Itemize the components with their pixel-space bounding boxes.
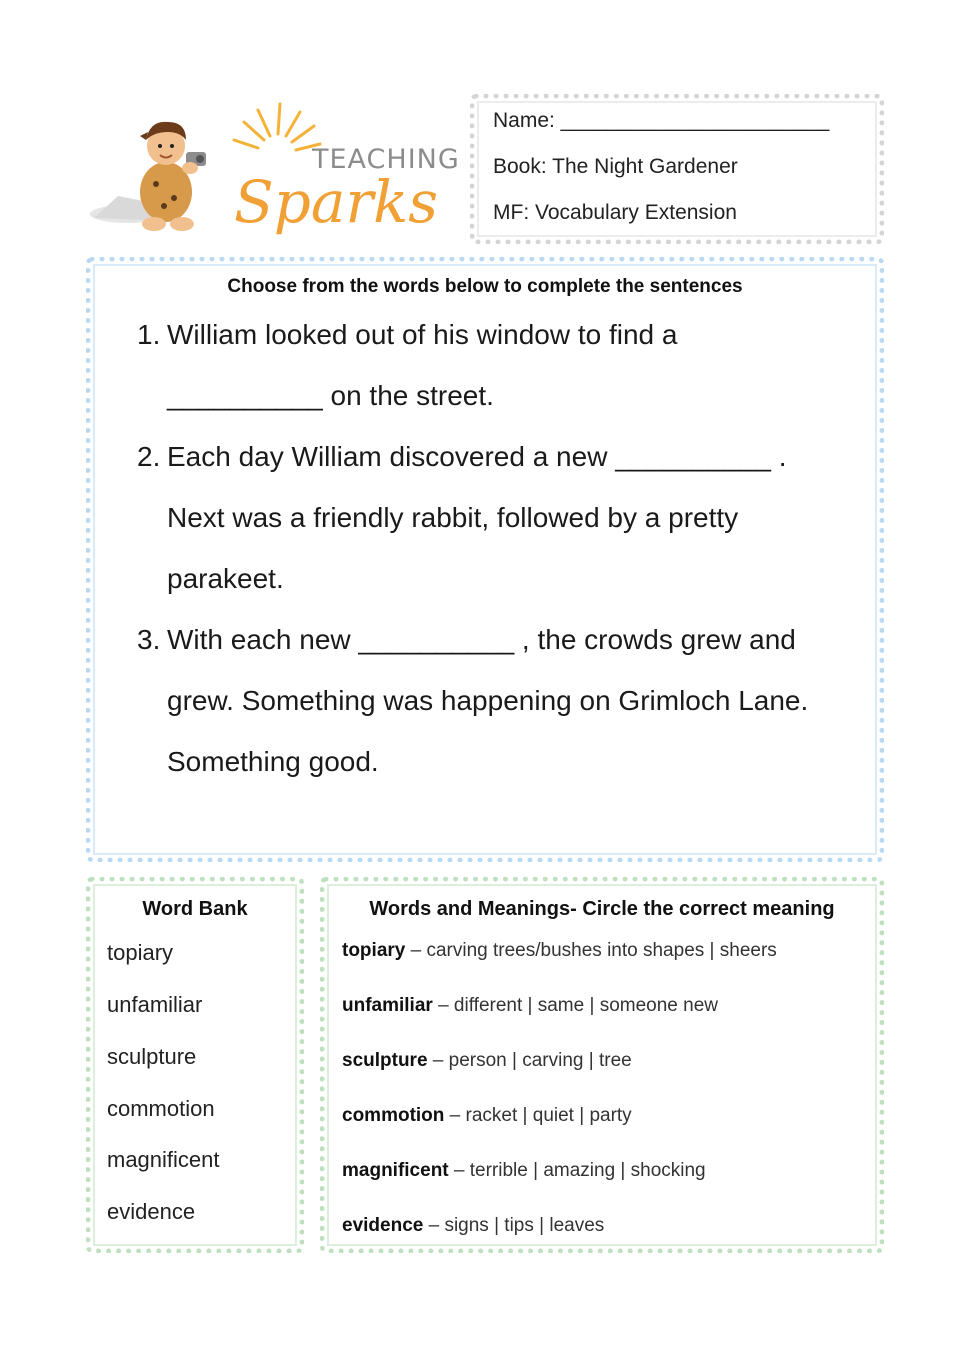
teaching-sparks-logo — [88, 96, 458, 246]
meaning-options[interactable]: – carving trees/bushes into shapes | sheers — [405, 940, 777, 961]
sentence-1-number: 1. — [137, 319, 161, 350]
word-bank-item: commotion — [107, 1096, 215, 1121]
sentence-2-line-2: Next was a friendly rabbit, followed by a pretty — [167, 502, 739, 533]
meaning-options[interactable]: – signs | tips | leaves — [423, 1215, 605, 1236]
meaning-word: unfamiliar — [342, 995, 433, 1016]
word-bank-item: evidence — [107, 1199, 196, 1224]
meaning-options[interactable]: – different | same | someone new — [432, 995, 718, 1016]
meaning-word: topiary — [342, 940, 406, 961]
name-field[interactable]: Name: _______________________ — [493, 109, 830, 132]
sentence-1-line-1: William looked out of his window to find a — [167, 319, 678, 350]
sentence-3-line-1: With each new __________ , the crowds grew and — [167, 624, 796, 655]
meaning-row[interactable] — [342, 1050, 632, 1072]
sentence-1-line-2: __________ on the street. — [167, 380, 494, 411]
logo-graphic — [88, 96, 458, 246]
meaning-word: evidence — [342, 1215, 424, 1236]
word-bank-item: sculpture — [107, 1044, 197, 1069]
meaning-row[interactable] — [342, 1160, 706, 1182]
sentence-3-number: 3. — [137, 624, 161, 655]
sentences-box — [86, 257, 884, 862]
sentence-3-line-2: grew. Something was happening on Grimloch Lane. — [167, 685, 809, 716]
mf-label: MF: Vocabulary Extension — [493, 201, 737, 224]
meanings-title: Words and Meanings- Circle the correct meaning — [369, 898, 835, 920]
word-bank-item: topiary — [107, 940, 174, 965]
student-info-box — [470, 94, 884, 244]
book-label: Book: The Night Gardener — [493, 155, 738, 178]
caveman-mascot-icon — [90, 122, 206, 231]
meaning-row[interactable] — [342, 940, 777, 962]
sentences-title: Choose from the words below to complete the sentences — [227, 276, 743, 297]
word-bank-box — [86, 877, 304, 1253]
word-bank-title: Word Bank — [142, 898, 248, 920]
logo-line1: TEACHING — [312, 144, 458, 175]
sun-rays-icon — [234, 104, 320, 150]
sentence-3-line-3: Something good. — [167, 746, 379, 777]
sentence-2-number: 2. — [137, 441, 161, 472]
logo-line2: Sparks — [234, 168, 439, 236]
meaning-word: sculpture — [342, 1050, 428, 1071]
word-bank-item: unfamiliar — [107, 992, 203, 1017]
meaning-word: commotion — [342, 1105, 445, 1126]
meaning-word: magnificent — [342, 1160, 449, 1181]
word-bank-item: magnificent — [107, 1147, 220, 1172]
meaning-row[interactable] — [342, 995, 718, 1017]
sentence-2-line-1: Each day William discovered a new __________ . — [167, 441, 787, 472]
meaning-row[interactable] — [342, 1215, 604, 1237]
meanings-box — [320, 877, 884, 1253]
meaning-options[interactable]: – racket | quiet | party — [444, 1105, 632, 1126]
meaning-row[interactable] — [342, 1105, 632, 1127]
meaning-options[interactable]: – person | carving | tree — [427, 1050, 632, 1071]
meaning-options[interactable]: – terrible | amazing | shocking — [448, 1160, 706, 1181]
sentence-2-line-3: parakeet. — [167, 563, 284, 594]
